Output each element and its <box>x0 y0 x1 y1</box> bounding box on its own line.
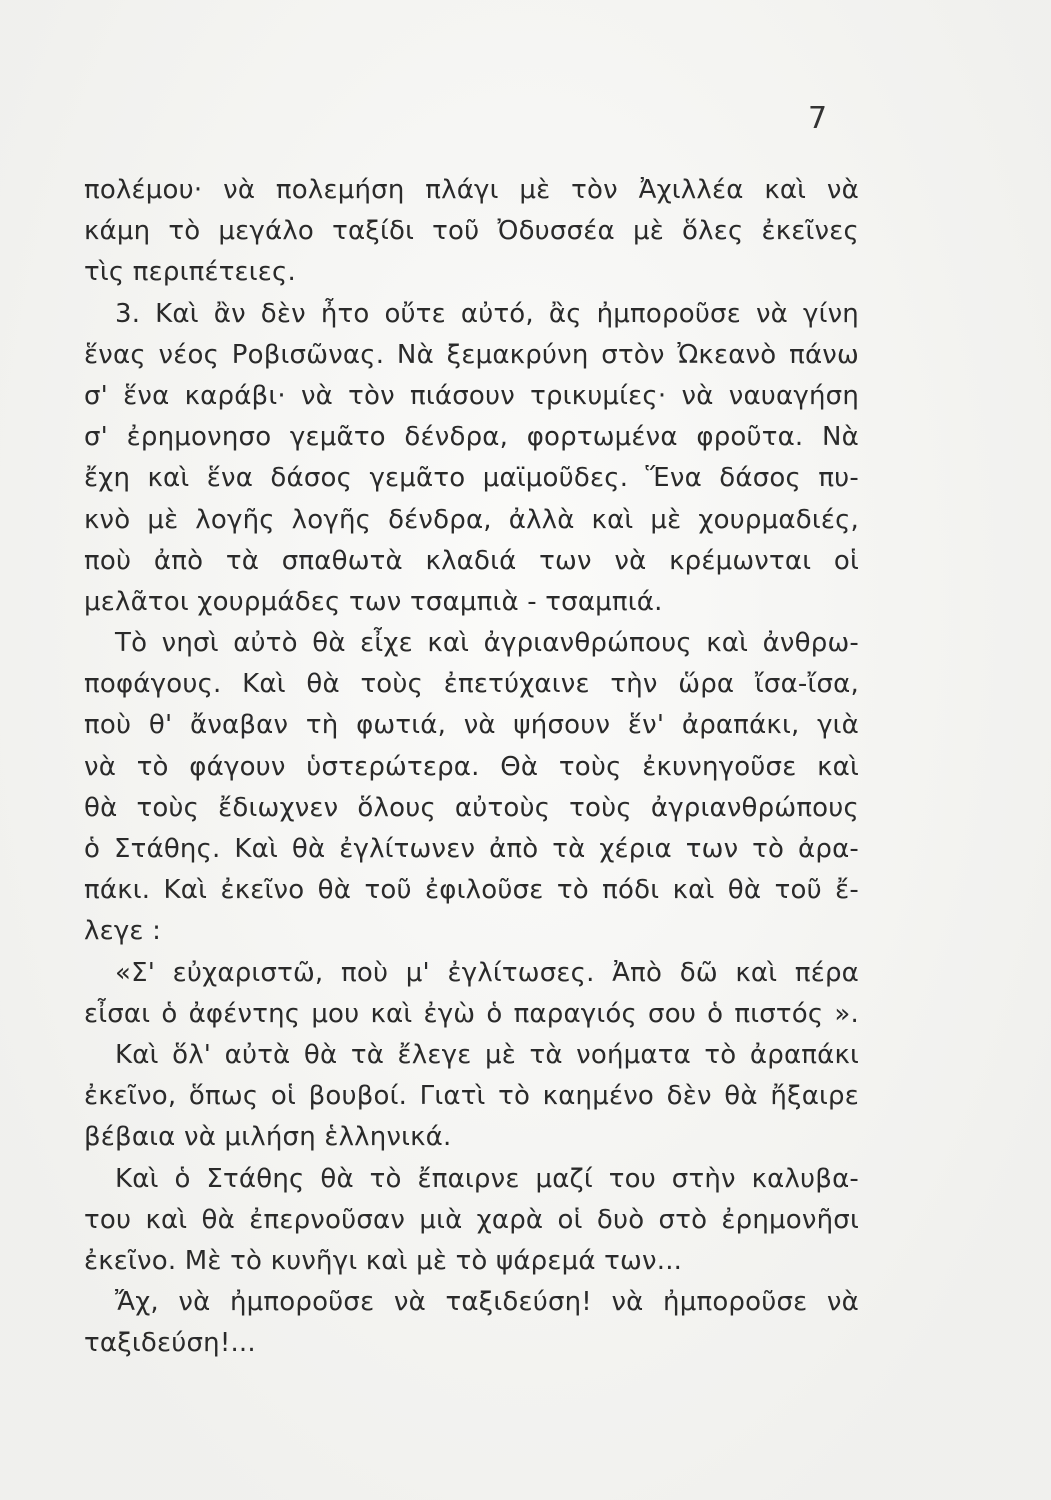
page-number: 7 <box>808 101 828 136</box>
text-line: ὁ Στάθης. Καὶ θὰ ἐγλίτωνεν ἀπὸ τὰ χέρια των τὸ ἀρα- <box>84 834 859 864</box>
text-line: κνὸ μὲ λογῆς λογῆς δένδρα, ἀλλὰ καὶ μὲ χουρμαδιές, <box>84 504 859 535</box>
body-text <box>84 170 859 1364</box>
text-line: σ' ἕνα καράβι· νὰ τὸν πιάσουν τρικυμίες· νὰ ναυαγήση <box>84 380 859 411</box>
text-line: εἶσαι ὁ ἀφέντης μου καὶ ἐγὼ ὁ παραγιός σου ὁ πιστός ». <box>84 998 859 1029</box>
text-line: βέβαια νὰ μιλήση ἑλληνικά. <box>84 1122 452 1153</box>
text-line: Ἄχ, νὰ ἠμποροῦσε νὰ ταξιδεύση! νὰ ἠμποροῦσε νὰ <box>115 1287 859 1318</box>
text-line: Τὸ νησὶ αὐτὸ θὰ εἶχε καὶ ἀγριανθρώπους καὶ ἀνθρω- <box>115 628 859 659</box>
text-line: λεγε : <box>84 916 162 947</box>
text-line: Καὶ ὁ Στάθης θὰ τὸ ἔπαιρνε μαζί του στὴν καλυβα- <box>115 1163 859 1194</box>
text-line: του καὶ θὰ ἐπερνοῦσαν μιὰ χαρὰ οἱ δυὸ στὸ ἐρημονῆσι <box>84 1204 859 1235</box>
text-line: Καὶ ὅλ' αὐτὰ θὰ τὰ ἔλεγε μὲ τὰ νοήματα τὸ ἀραπάκι <box>115 1039 859 1070</box>
text-line: νὰ τὸ φάγουν ὑστερώτερα. Θὰ τοὺς ἐκυνηγοῦσε καὶ <box>84 751 859 782</box>
text-line: 3. Καὶ ἂν δὲν ἦτο οὔτε αὐτό, ἂς ἠμποροῦσε νὰ γίνη <box>115 298 859 329</box>
text-line: πάκι. Καὶ ἐκεῖνο θὰ τοῦ ἐφιλοῦσε τὸ πόδι καὶ θὰ τοῦ ἔ- <box>84 875 859 906</box>
text-line: ταξιδεύση!... <box>84 1328 256 1359</box>
text-line: ποφάγους. Καὶ θὰ τοὺς ἐπετύχαινε τὴν ὥρα ἴσα-ἴσα, <box>84 669 859 700</box>
text-line: κάμη τὸ μεγάλο ταξίδι τοῦ Ὀδυσσέα μὲ ὅλες ἐκεῖνες <box>84 216 859 247</box>
text-line: ποὺ ἀπὸ τὰ σπαθωτὰ κλαδιά των νὰ κρέμωνται οἱ <box>84 545 859 576</box>
text-line: ποὺ θ' ἄναβαν τὴ φωτιά, νὰ ψήσουν ἕν' ἀραπάκι, γιὰ <box>84 710 859 741</box>
text-line: «Σ' εὐχαριστῶ, ποὺ μ' ἐγλίτωσες. Ἀπὸ δῶ καὶ πέρα <box>115 957 859 988</box>
text-line: ἐκεῖνο, ὅπως οἱ βουβοί. Γιατὶ τὸ καημένο δὲν θὰ ἤξαιρε <box>84 1081 859 1112</box>
text-line: ἐκεῖνο. Μὲ τὸ κυνῆγι καὶ μὲ τὸ ψάρεμά των... <box>84 1245 683 1276</box>
text-line: ἕνας νέος Ροβισῶνας. Νὰ ξεμακρύνη στὸν Ὠκεανὸ πάνω <box>84 339 859 370</box>
text-line: τὶς περιπέτειες. <box>84 257 296 288</box>
text-line: πολέμου· νὰ πολεμήση πλάγι μὲ τὸν Ἀχιλλέα καὶ νὰ <box>84 175 859 205</box>
text-line: ἔχη καὶ ἕνα δάσος γεμᾶτο μαϊμοῦδες. Ἕνα δάσος πυ- <box>84 463 859 494</box>
text-line: σ' ἐρημονησο γεμᾶτο δένδρα, φορτωμένα φροῦτα. Νὰ <box>84 422 859 453</box>
text-line: θὰ τοὺς ἔδιωχνεν ὅλους αὐτοὺς τοὺς ἀγριανθρώπους <box>84 792 859 823</box>
text-line: μελᾶτοι χουρμάδες των τσαμπιὰ - τσαμπιά. <box>84 586 663 617</box>
